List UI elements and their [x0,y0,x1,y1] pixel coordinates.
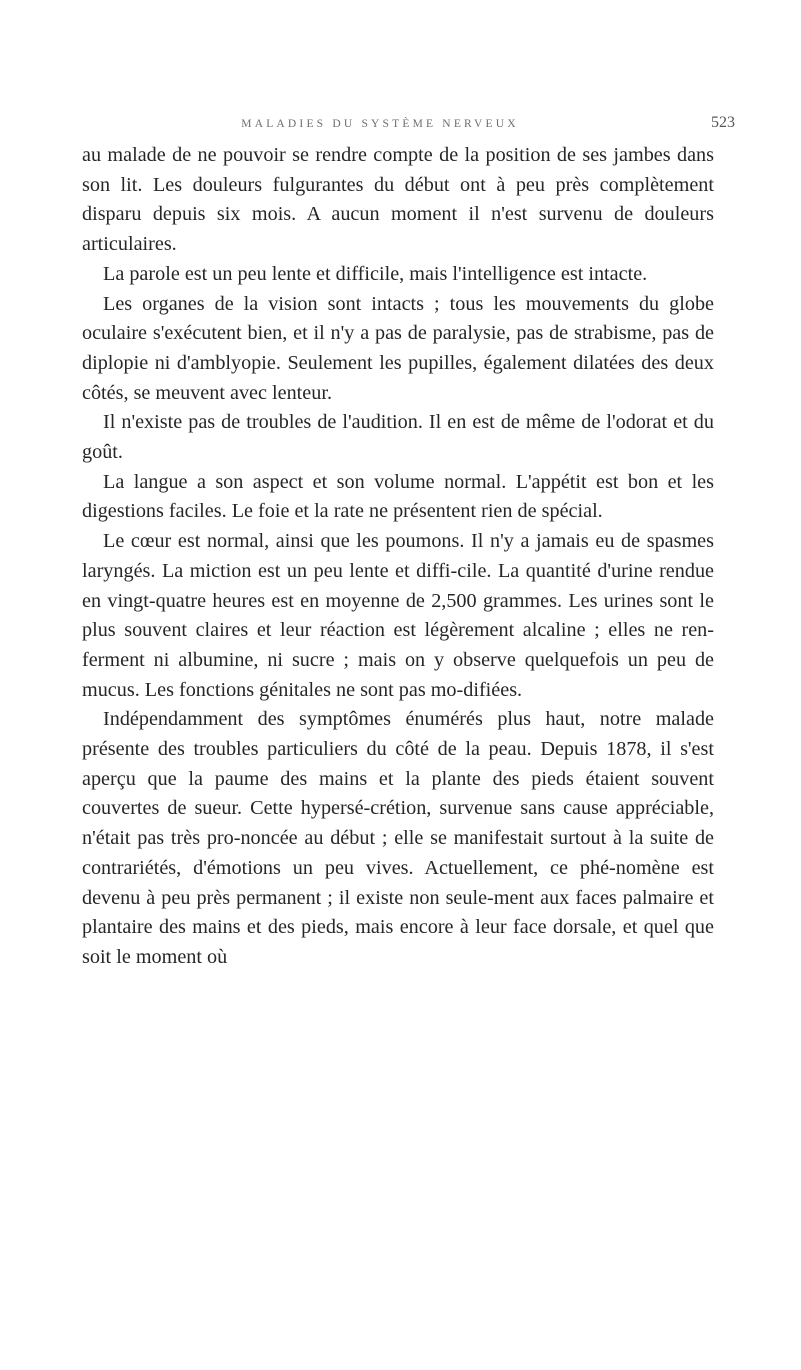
paragraph-6: Le cœur est normal, ainsi que les poumons. Il n'y a jamais eu de spasmes laryngés. La miction est un peu lente et diffi-cile. La quantité d'urine rendue en vingt-quatre heures est en moyenne de 2,500 grammes. Les urines sont le plus souvent claires et leur réaction est légèrement alcaline ; elles ne ren-ferment ni albumine, ni sucre ; mais on y observe quelquefois un peu de mucus. Les fonctions génitales ne sont pas mo-difiées. [82,530,714,701]
paragraph-4: Il n'existe pas de troubles de l'audition. Il en est de même de l'odorat et du goût. [82,411,714,464]
paragraph-3: Les organes de la vision sont intacts ; tous les mouvements du globe oculaire s'exécutent bien, et il n'y a pas de paralysie, pas de strabisme, pas de diplopie ni d'amblyopie. Seulement les pupilles, également dilatées des deux côtés, se meuvent avec lenteur. [82,292,714,404]
page-number: 523 [711,114,735,131]
paragraph-7: Indépendamment des symptômes énumérés plus haut, notre malade présente des troubles particuliers du côté de la peau. Depuis 1878, il s'est aperçu que la paume des mains et la plante des pieds étaient souvent couvertes de sueur. Cette hypersé-crétion, survenue sans cause appréciable, n'était pas très pro-noncée au début ; elle se manifestait surtout à la suite de contrariétés, d'émotions un peu vives. Actuellement, ce phé-nomène est devenu à peu près permanent ; il existe non seule-ment aux faces palmaire et plantaire des mains et des pieds, mais encore à leur face dorsale, et quel que soit le moment où [82,708,714,968]
body-text [82,141,714,973]
paragraph-5: La langue a son aspect et son volume normal. L'appétit est bon et les digestions faciles. Le foie et la rate ne présentent rien de spécial. [82,470,714,523]
running-title: MALADIES DU SYSTÈME NERVEUX [241,118,519,130]
paragraph-1: au malade de ne pouvoir se rendre compte de la position de ses jambes dans son lit. Les douleurs fulgurantes du début ont à peu près complètement disparu depuis six mois. A aucun moment il n'est survenu de douleurs articulaires. [82,144,714,256]
paragraph-2: La parole est un peu lente et difficile, mais l'intelligence est intacte. [103,262,648,285]
